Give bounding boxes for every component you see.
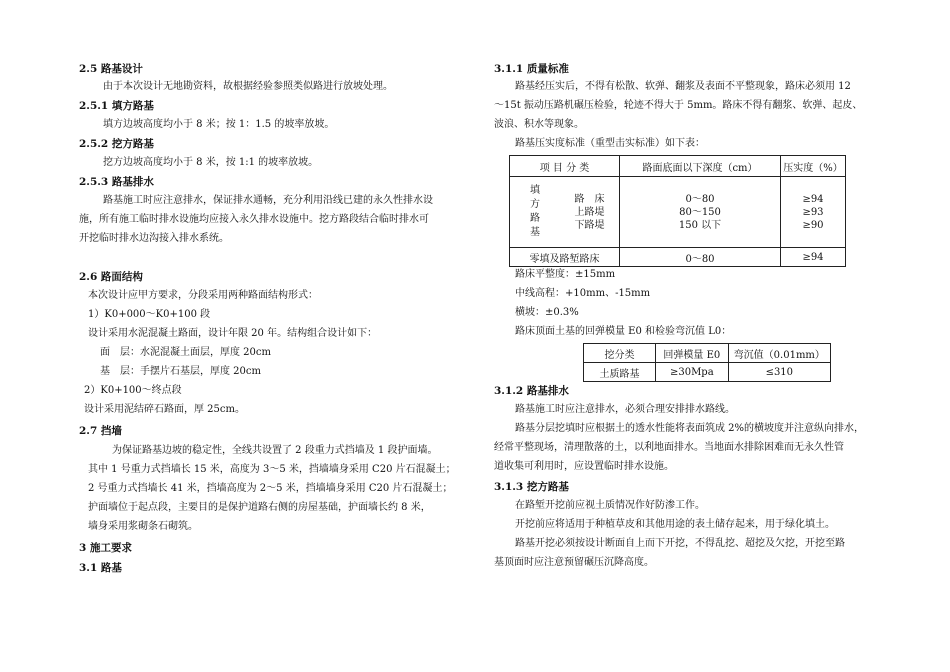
compaction-cell [781,177,846,248]
spec-line: 路床平整度：±15mm [515,269,616,280]
paragraph: 路基开挖必须按设计断面自上而下开挖，不得乱挖、超挖及欠挖，开挖至路 [515,538,845,549]
table-cell: ≥90 [802,219,824,231]
paragraph: 设计采用水泥混凝土路面，设计年限 20 年。结构组合设计如下： [88,328,378,339]
heading-2-5-1: 2.5.1 填方路基 [79,100,154,112]
heading-2-5-3: 2.5.3 路基排水 [79,176,154,188]
modulus-table [583,343,831,382]
paragraph: 设计采用泥结碎石路面，厚 25cm。 [84,404,245,415]
table-cell: 0～80 [620,248,781,267]
table-cell: 土质路基 [584,363,656,382]
paragraph: 填方边坡高度均小于 8 米；按 1：1.5 的坡率放坡。 [103,119,335,130]
heading-2-6: 2.6 路面结构 [79,271,143,283]
paragraph: 道收集可利用时，应设置临时排水设施。 [494,461,674,472]
table-cell: 方 [530,199,540,210]
paragraph: 本次设计应甲方要求，分段采用两种路面结构形式： [88,290,318,301]
table-cell: ≤310 [728,363,830,382]
paragraph: 其中 1 号重力式挡墙长 15 米，高度为 3～5 米，挡墙墙身采用 C20 片石混凝土； [88,464,456,475]
paragraph: 由于本次设计无地勘资料，故根据经验参照类似路进行放坡处理。 [103,81,393,92]
paragraph: 为保证路基边坡的稳定性，全线共设置了 2 段重力式挡墙及 1 段护面墙。 [112,445,438,456]
spec-line: 横坡：±0.3% [515,307,579,318]
table-cell: 路 [530,213,540,224]
heading-2-7: 2.7 挡墙 [79,425,122,437]
table-cell: 上路堤 [574,206,605,218]
table-cell: 80～150 [679,206,721,218]
heading-3-1-2: 3.1.2 路基排水 [494,385,569,397]
table-cell: 150 以下 [678,219,722,231]
table-cell: ≥93 [802,206,824,218]
heading-3-1-1: 3.1.1 质量标准 [494,63,569,75]
list-item: 1）K0+000～K0+100 段 [88,309,211,320]
paragraph: 路基压实度标准（重型击实标准）如下表： [515,138,705,149]
paragraph: 基顶面时应注意预留碾压沉降高度。 [494,557,654,568]
table-cell: 基 [530,227,540,238]
paragraph: 开挖前应将适用于种植草皮和其他用途的表土储存起来，用于绿化填土。 [515,519,835,530]
spec-line: 路床顶面土基的回弹模量 E0 和检验弯沉值 L0： [515,326,732,337]
paragraph: 挖方边坡高度均小于 8 米，按 1:1 的坡率放坡。 [103,157,319,168]
heading-2-5: 2.5 路基设计 [79,63,143,75]
table-cell: ≥94 [781,248,846,267]
table-cell: ≥30Mpa [656,363,729,382]
paragraph: 经常平整现场，清理散落的土，以利地面排水。当地面水排除困难而无永久性管 [494,442,844,453]
table-header: 压实度（%） [781,156,846,177]
depth-cell [620,177,781,248]
paragraph: ～15t 振动压路机碾压检验，轮迹不得大于 5mm。路床不得有翻浆、软弹、起皮、 [494,100,863,111]
table-cell: ≥94 [802,193,824,205]
table-header: 路面底面以下深度（cm） [620,156,781,177]
spec-line: 中线高程：+10mm、-15mm [515,288,651,299]
paragraph: 施，所有施工临时排水设施均应接入永久排水设施中。挖方路段结合临时排水可 [79,214,429,225]
heading-3-1-3: 3.1.3 挖方路基 [494,481,569,493]
layer-item: 面 层：水泥混凝土面层，厚度 20cm [100,347,271,358]
fill-roadbed-label [510,177,561,248]
table-header: 挖分类 [584,344,656,363]
sub-category-cell [560,177,620,248]
heading-2-5-2: 2.5.2 挖方路基 [79,138,154,150]
table-cell: 零填及路堑路床 [510,248,620,267]
paragraph: 路基施工时应注意排水，保证排水通畅，充分利用沿线已建的永久性排水设 [103,195,433,206]
table-header: 弯沉值（0.01mm） [728,344,830,363]
paragraph: 路基分层挖填时应根据土的透水性能将表面筑成 2%的横坡度并注意纵向排水， [515,423,865,434]
paragraph: 墙身采用浆砌条石砌筑。 [88,521,198,532]
table-cell: 路 床 [574,193,605,205]
table-header: 项 目 分 类 [510,156,620,177]
table-cell: 0～80 [685,193,715,205]
layer-item: 基 层：手摆片石基层，厚度 20cm [100,366,261,377]
compaction-table [509,155,846,267]
paragraph: 在路堑开挖前应视土质情况作好防渗工作。 [515,500,705,511]
heading-3-1: 3.1 路基 [79,562,122,574]
paragraph: 2 号重力式挡墙长 41 米，挡墙高度为 2～5 米，挡墙墙身采用 C20 片石混凝土； [88,483,453,494]
paragraph: 路基经压实后，不得有松散、软弹、翻浆及表面不平整现象，路床必须用 12 [515,81,851,92]
table-cell: 下路堤 [574,219,605,231]
paragraph: 护面墙位于起点段，主要目的是保护道路右侧的房屋基础，护面墙长约 8 米， [88,502,431,513]
table-header: 回弹模量 E0 [656,344,729,363]
table-cell: 填 [530,185,540,196]
heading-3: 3 施工要求 [79,542,132,554]
paragraph: 开挖临时排水边沟接入排水系统。 [79,233,229,244]
paragraph: 路基施工时应注意排水，必须合理安排排水路线。 [515,404,735,415]
list-item: 2）K0+100～终点段 [84,385,182,396]
paragraph: 波浪、积水等现象。 [494,119,584,130]
